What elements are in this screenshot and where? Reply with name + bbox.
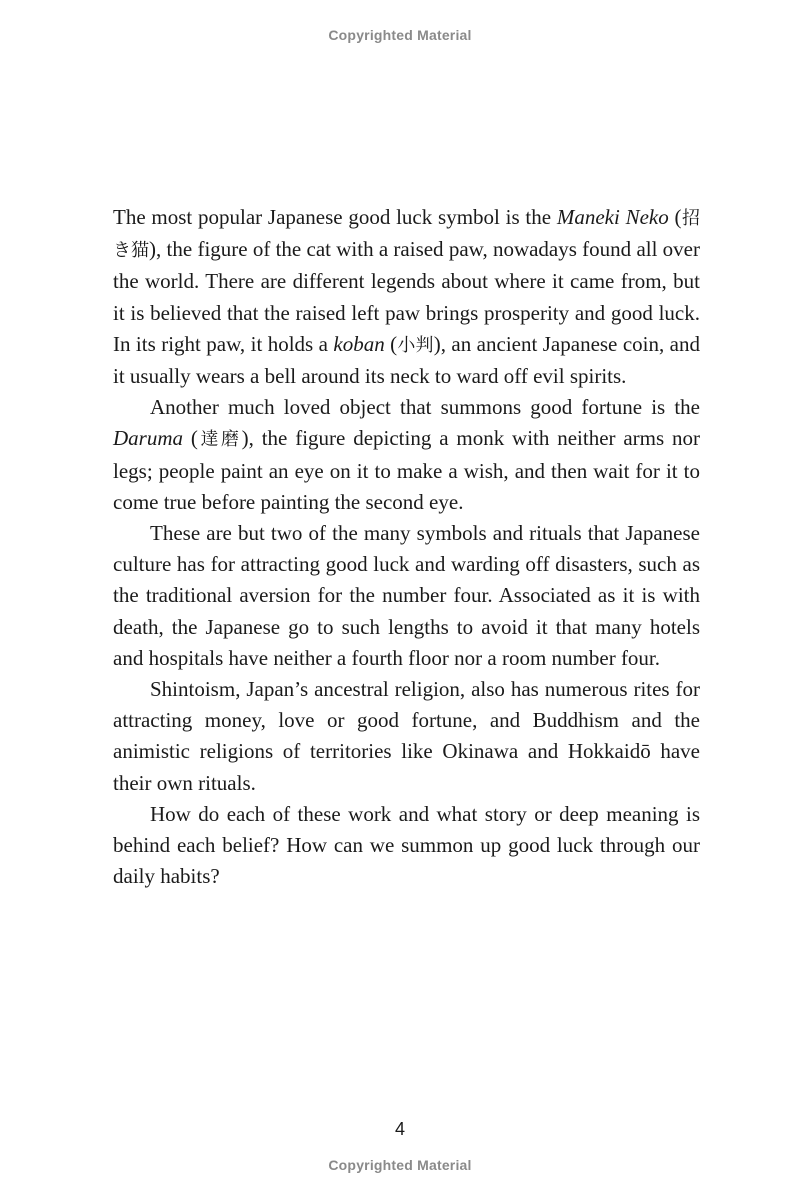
text-span: ), the figure of the cat with a raised paw, nowadays found all over the world. There are different legends about where it came from, but it is believed that the raised left paw brings prosperity and good luck. In its right paw, it holds a — [113, 237, 700, 356]
japanese-text: 招き猫 — [113, 208, 700, 262]
term-maneki-neko: Maneki Neko — [556, 205, 669, 229]
text-span: The most popular Japanese good luck symbol is the — [113, 205, 557, 229]
text-span: Another much loved object that summons good fortune is the — [150, 395, 700, 420]
text-span: ), an ancient Japanese coin, and it usually wears a bell around its neck to ward off evil spirits. — [113, 331, 700, 389]
copyright-notice-bottom: Copyrighted Material — [328, 1157, 472, 1173]
text-span: ), the figure depicting a monk with neither arms nor legs; people paint an eye on it to make a wish, and then wait for it to come true before painting the second eye. — [113, 426, 701, 514]
paragraph-maneki-neko — [113, 202, 700, 392]
body-text — [113, 202, 700, 892]
text-span: ( — [668, 205, 682, 229]
paragraph-daruma — [113, 392, 700, 518]
paragraph-symbols-rituals: These are but two of the many symbols and rituals that Japanese culture has for attracting good luck and warding off disasters, such as the traditional aversion for the number four. Associated as it is with death, the Japanese go to such lengths to avoid it that many hotels and hospitals have neither a fourth floor nor a room number four. — [113, 521, 700, 670]
copyright-notice-top: Copyrighted Material — [328, 27, 472, 43]
text-span: ( — [384, 331, 398, 356]
page-number: 4 — [394, 1119, 405, 1139]
paragraph-questions: How do each of these work and what story or deep meaning is behind each belief? How can we summon up good luck through our daily habits? — [113, 801, 700, 889]
term-koban: koban — [333, 331, 385, 356]
paragraph-shintoism: Shintoism, Japan’s ancestral religion, also has numerous rites for attracting money, love or good fortune, and Buddhism and the animistic religions of territories like Okinawa and Hokkaidō have their own rituals. — [113, 677, 700, 795]
term-daruma: Daruma — [113, 426, 184, 451]
text-span: ( — [183, 426, 198, 451]
japanese-text: 達磨 — [197, 429, 242, 451]
japanese-text: 小判 — [397, 334, 434, 356]
